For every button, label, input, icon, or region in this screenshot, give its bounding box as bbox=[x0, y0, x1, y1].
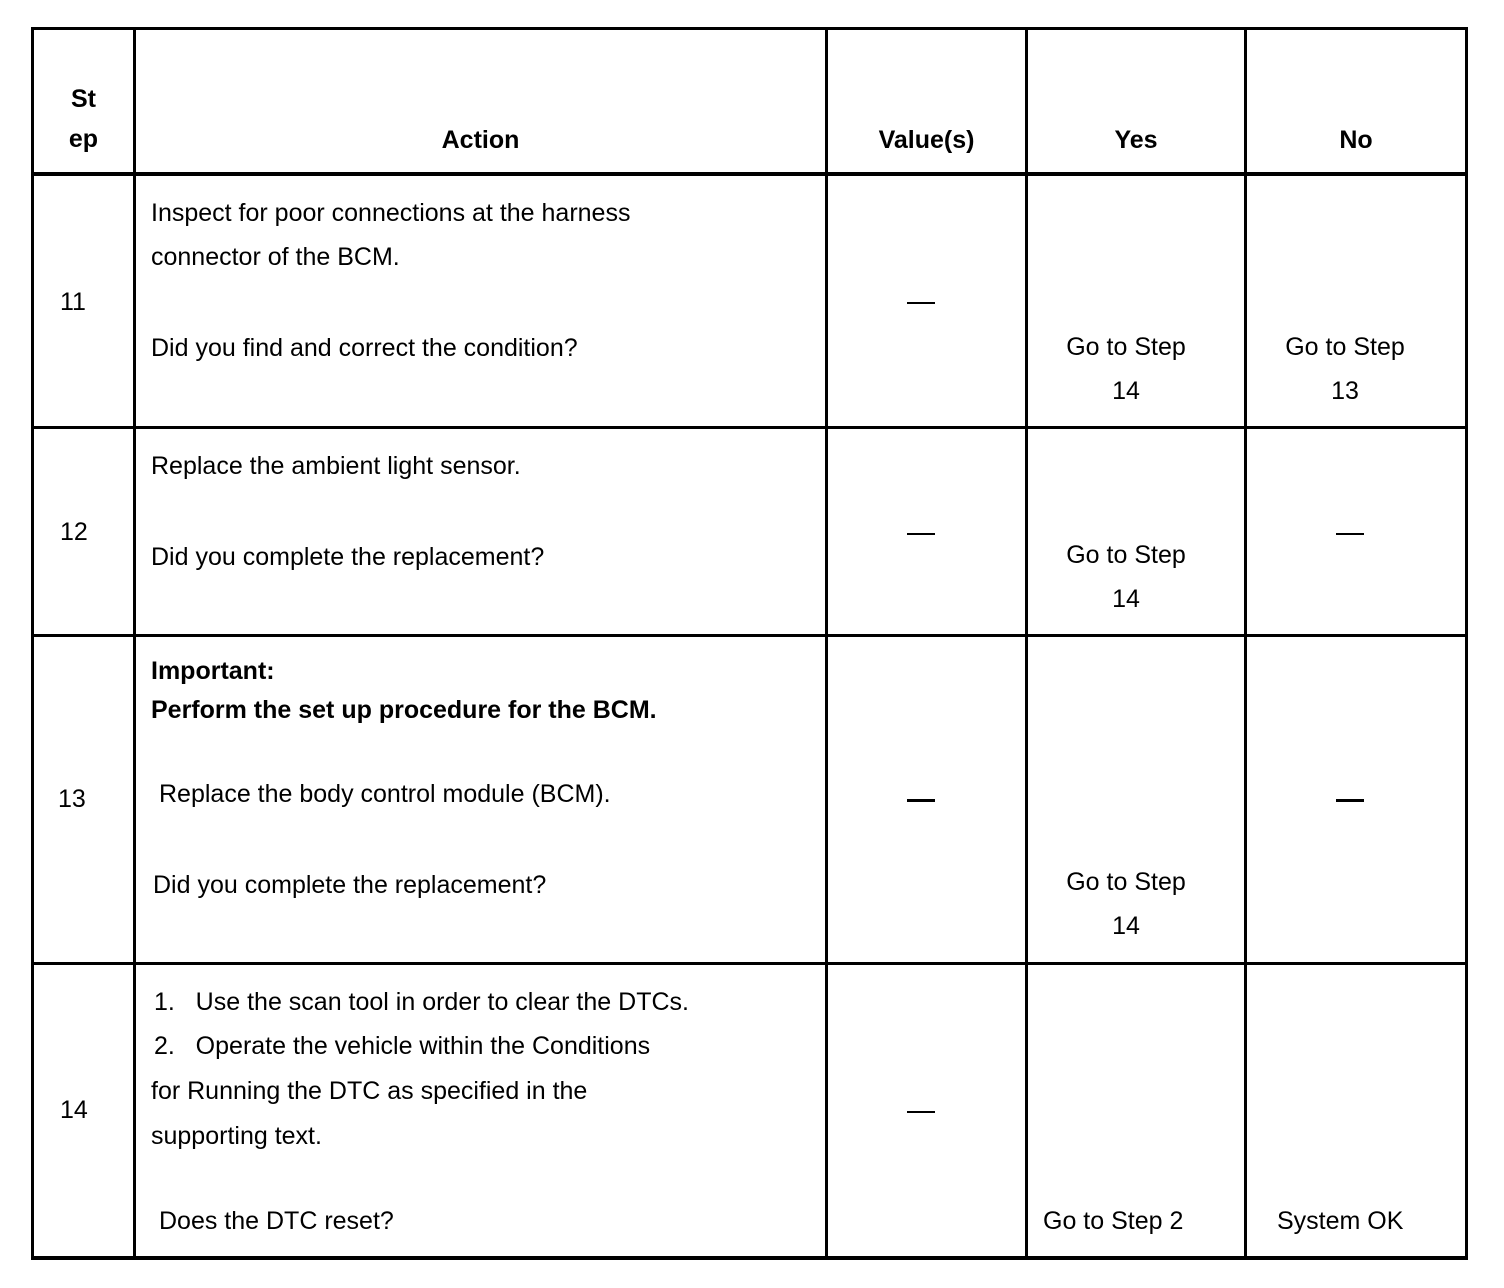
row-divider bbox=[31, 426, 1468, 429]
yes-line: 14 bbox=[1112, 912, 1140, 940]
no-line: 13 bbox=[1331, 377, 1359, 405]
header-action: Action bbox=[441, 126, 520, 154]
yes-line: 14 bbox=[1112, 585, 1140, 613]
action-text: connector of the BCM. bbox=[151, 243, 400, 271]
header-no: No bbox=[1339, 126, 1373, 154]
step-number: 12 bbox=[60, 518, 88, 546]
step-number: 11 bbox=[60, 288, 86, 316]
action-question: Did you complete the replacement? bbox=[151, 543, 545, 571]
yes-line: Go to Step bbox=[1066, 868, 1186, 896]
header-step-line1: St bbox=[71, 85, 96, 113]
table-border-top bbox=[31, 27, 1468, 30]
no-result: System OK bbox=[1277, 1207, 1404, 1235]
value-dash bbox=[907, 533, 935, 535]
yes-result: Go to Step 2 bbox=[1043, 1207, 1184, 1235]
step-number: 13 bbox=[58, 785, 86, 813]
row-divider bbox=[31, 962, 1468, 965]
action-text: Replace the ambient light sensor. bbox=[151, 452, 521, 480]
action-text: supporting text. bbox=[151, 1122, 322, 1150]
column-divider bbox=[1244, 27, 1247, 1260]
action-text: 2. Operate the vehicle within the Conditions bbox=[154, 1032, 651, 1060]
no-dash bbox=[1336, 533, 1364, 535]
header-step bbox=[34, 79, 133, 159]
column-divider bbox=[825, 27, 828, 1260]
yes-line: Go to Step bbox=[1066, 541, 1186, 569]
action-question: Did you complete the replacement? bbox=[153, 871, 547, 899]
header-values: Value(s) bbox=[878, 126, 975, 154]
header-divider bbox=[31, 172, 1468, 176]
yes-result bbox=[1028, 325, 1224, 413]
action-text: for Running the DTC as specified in the bbox=[151, 1077, 588, 1105]
value-dash bbox=[907, 302, 935, 304]
table-border-left bbox=[31, 27, 34, 1260]
yes-line: Go to Step bbox=[1066, 333, 1186, 361]
column-divider bbox=[133, 27, 136, 1260]
action-question: Does the DTC reset? bbox=[159, 1207, 394, 1235]
important-label: Important: bbox=[151, 657, 275, 685]
action-text: 1. Use the scan tool in order to clear the DTCs. bbox=[154, 988, 689, 1016]
header-yes: Yes bbox=[1114, 126, 1158, 154]
table-border-bottom bbox=[31, 1256, 1468, 1260]
table-border-right bbox=[1465, 27, 1468, 1260]
important-note: Perform the set up procedure for the BCM. bbox=[151, 696, 657, 724]
yes-result bbox=[1028, 533, 1224, 621]
no-line: Go to Step bbox=[1285, 333, 1405, 361]
step-number: 14 bbox=[60, 1096, 88, 1124]
no-dash bbox=[1336, 799, 1364, 802]
yes-line: 14 bbox=[1112, 377, 1140, 405]
no-result bbox=[1247, 325, 1443, 413]
action-text: Replace the body control module (BCM). bbox=[159, 780, 611, 808]
column-divider bbox=[1025, 27, 1028, 1260]
value-dash bbox=[907, 799, 935, 802]
action-question: Did you find and correct the condition? bbox=[151, 334, 578, 362]
value-dash bbox=[907, 1111, 935, 1113]
header-step-line2: ep bbox=[68, 125, 99, 153]
yes-result bbox=[1028, 860, 1224, 948]
row-divider bbox=[31, 634, 1468, 637]
action-text: Inspect for poor connections at the harness bbox=[151, 199, 631, 227]
